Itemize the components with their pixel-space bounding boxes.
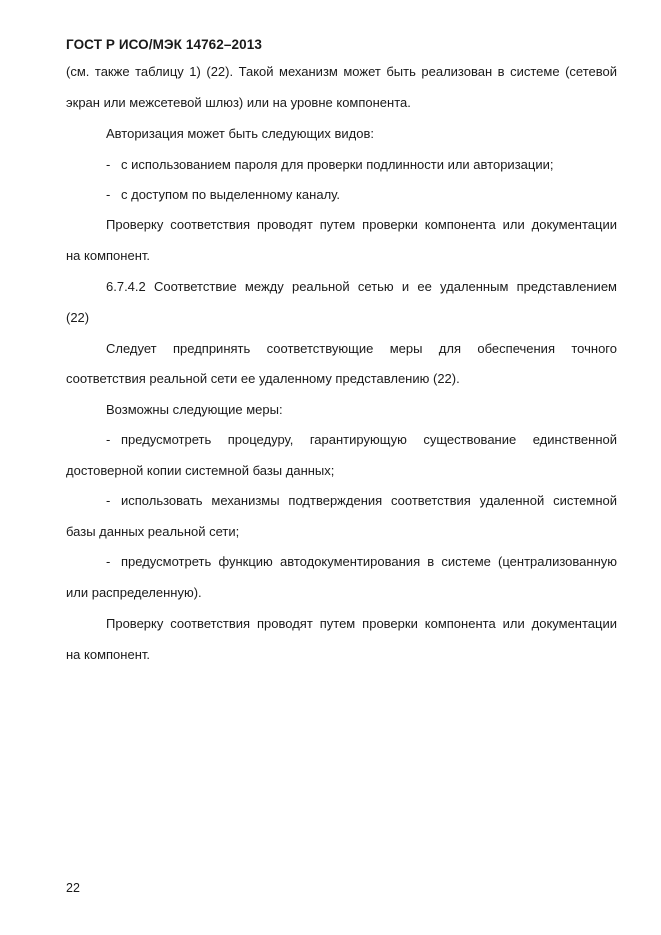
list-dash: - — [106, 493, 111, 508]
list-item: использовать механизмы подтверждения соответствия удаленной системной — [121, 493, 617, 508]
list-item: предусмотреть функцию автодокументирования в системе (централизованную — [121, 554, 617, 569]
text-line: экран или межсетевой шлюз) или на уровне компонента. — [66, 95, 411, 110]
text-line: (22) — [66, 310, 90, 325]
section-heading: 6.7.4.2 Соответствие между реальной сетью и ее удаленным представлением — [106, 279, 617, 294]
list-dash: - — [106, 432, 111, 447]
text-line: Проверку соответствия проводят путем проверки компонента или документации — [106, 616, 617, 631]
text-line: (см. также таблицу 1) (22). Такой механизм может быть реализован в системе (сетевой — [66, 64, 617, 79]
text-line: базы данных реальной сети; — [66, 524, 240, 539]
list-dash: - — [106, 157, 111, 172]
list-item: с доступом по выделенному каналу. — [121, 187, 340, 202]
list-item: предусмотреть процедуру, гарантирующую существование единственной — [121, 432, 617, 447]
text-line: на компонент. — [66, 248, 151, 263]
list-dash: - — [106, 187, 111, 202]
text-line: Возможны следующие меры: — [106, 402, 283, 417]
text-line: Авторизация может быть следующих видов: — [106, 126, 375, 141]
page-number: 22 — [66, 881, 80, 895]
document-header: ГОСТ Р ИСО/МЭК 14762–2013 — [66, 37, 262, 52]
list-dash: - — [106, 554, 111, 569]
list-item: с использованием пароля для проверки подлинности или авторизации; — [121, 157, 554, 172]
text-line: на компонент. — [66, 647, 151, 662]
text-line: Проверку соответствия проводят путем проверки компонента или документации — [106, 217, 617, 232]
text-line: соответствия реальной сети ее удаленному представлению (22). — [66, 371, 460, 386]
text-line: достоверной копии системной базы данных; — [66, 463, 335, 478]
text-line: Следует предпринять соответствующие меры для обеспечения точного — [106, 341, 617, 356]
text-line: или распределенную). — [66, 585, 202, 600]
